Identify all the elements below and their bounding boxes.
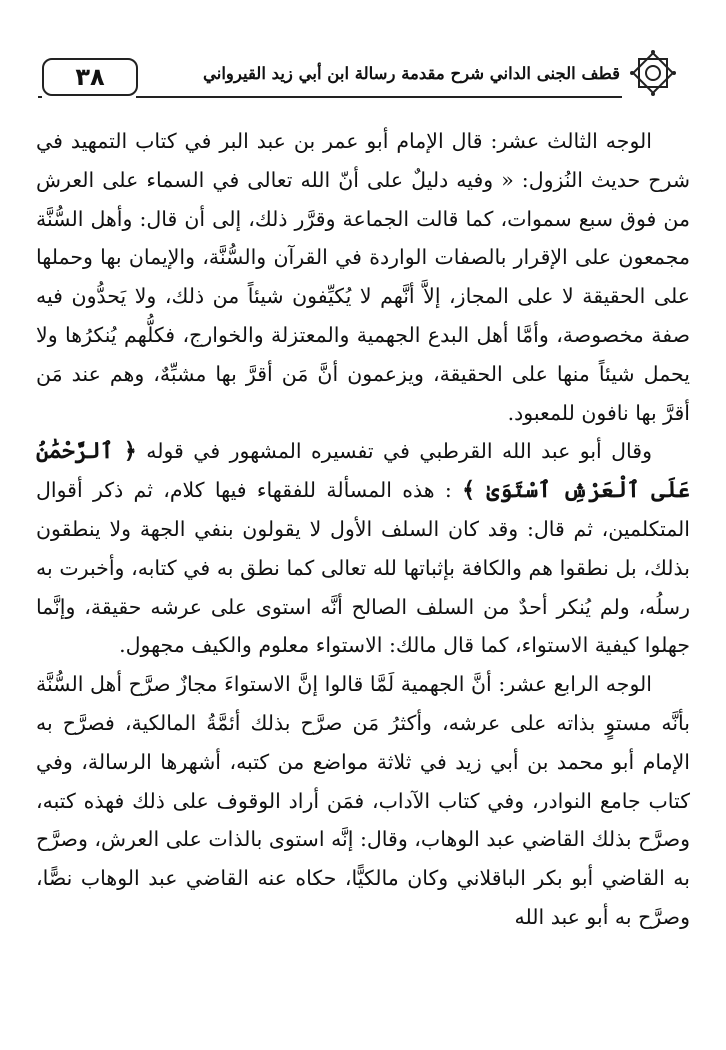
paragraph-2-after: : هذه المسألة للفقهاء فيها كلام، ثم ذكر أقوال المتكلمين، ثم قال: وقد كان السلف الأول لا يقولون بنفي الجهة ولا ينطقون بذلك، بل نطقوا هم والكافة بإثباتها لله تعالى كما نطق به في كتابه، وأخبرت به رسلُه، ولم يُنكر أحدٌ من السلف الصالح أنَّه استوى على عرشه حقيقة، وإنَّما جهلوا كيفية الاستواء، كما قال مالك: الاستواء معلوم والكيف مجهول. (36, 478, 690, 658)
page-number: ٣٨ (75, 63, 105, 91)
header-rule-right (136, 96, 622, 98)
paragraph-3 (36, 665, 690, 937)
paragraph-1 (36, 122, 690, 432)
page-number-box (42, 58, 138, 96)
paragraph-3-text: الوجه الرابع عشر: أنَّ الجهمية لَمَّا قالوا إنَّ الاستواءَ مجازٌ صرَّح أهل السُّنَّة بأنَّه مستوٍ بذاته على عرشه، وأكثرُ مَن صرَّح بذلك أئمَّةُ المالكية، فصرَّح به الإمام أبو محمد بن أبي زيد في ثلاثة مواضع من كتبه، أشهرها الرسالة، وفي كتاب جامع النوادر، وفي كتاب الآداب، فمَن أراد الوقوف على ذلك فهذه كتبه، وصرَّح بذلك القاضي عبد الوهاب، وقال: إنَّه استوى بالذات على العرش، وصرَّح به القاضي أبو بكر الباقلاني وكان مالكيًّا، حكاه عنه القاضي عبد الوهاب نصًّا، وصرَّح به أبو عبد الله (36, 672, 690, 929)
paragraph-1-text: الوجه الثالث عشر: قال الإمام أبو عمر بن عبد البر في كتاب التمهيد في شرح حديث النُزول: « وفيه دليلٌ على أنّ الله تعالى في السماء على العرش من فوق سبع سموات، كما قالت الجماعة وقرَّر ذلك، إلى أن قال: وأهل السُّنَّة مجمعون على الإقرار بالصفات الواردة في القرآن والسُّنَّة، والإيمان بها وحملها على الحقيقة لا على المجاز، إلاَّ أنَّهم لا يُكيِّفون شيئاً من ذلك، ولا يَحدُّون فيه صفة مخصوصة، وأمَّا أهل البدع الجهمية والمعتزلة والخوارج، فكلُّهم يُنكرُها ولا يحمل شيئاً منها على الحقيقة، ويزعمون أنَّ مَن أقرَّ بها مشبِّهٌ، وهم عند مَن أقرَّ بها نافون للمعبود. (36, 129, 690, 425)
page-body (36, 122, 690, 937)
octagram-rosette-icon (628, 48, 678, 98)
paragraph-2 (36, 432, 690, 665)
paragraph-2-before: وقال أبو عبد الله القرطبي في تفسيره المشهور في قوله (136, 439, 652, 464)
running-header (140, 58, 620, 94)
header-rule-left (38, 96, 42, 98)
book-title: قطف الجنى الداني شرح مقدمة رسالة ابن أبي زيد القيرواني (202, 64, 620, 83)
quran-verse: ﴿ ٱلرَّحْمَٰنُ عَلَى ٱلْعَرْشِ ٱسْتَوَىٰ ﴾ (36, 438, 690, 504)
